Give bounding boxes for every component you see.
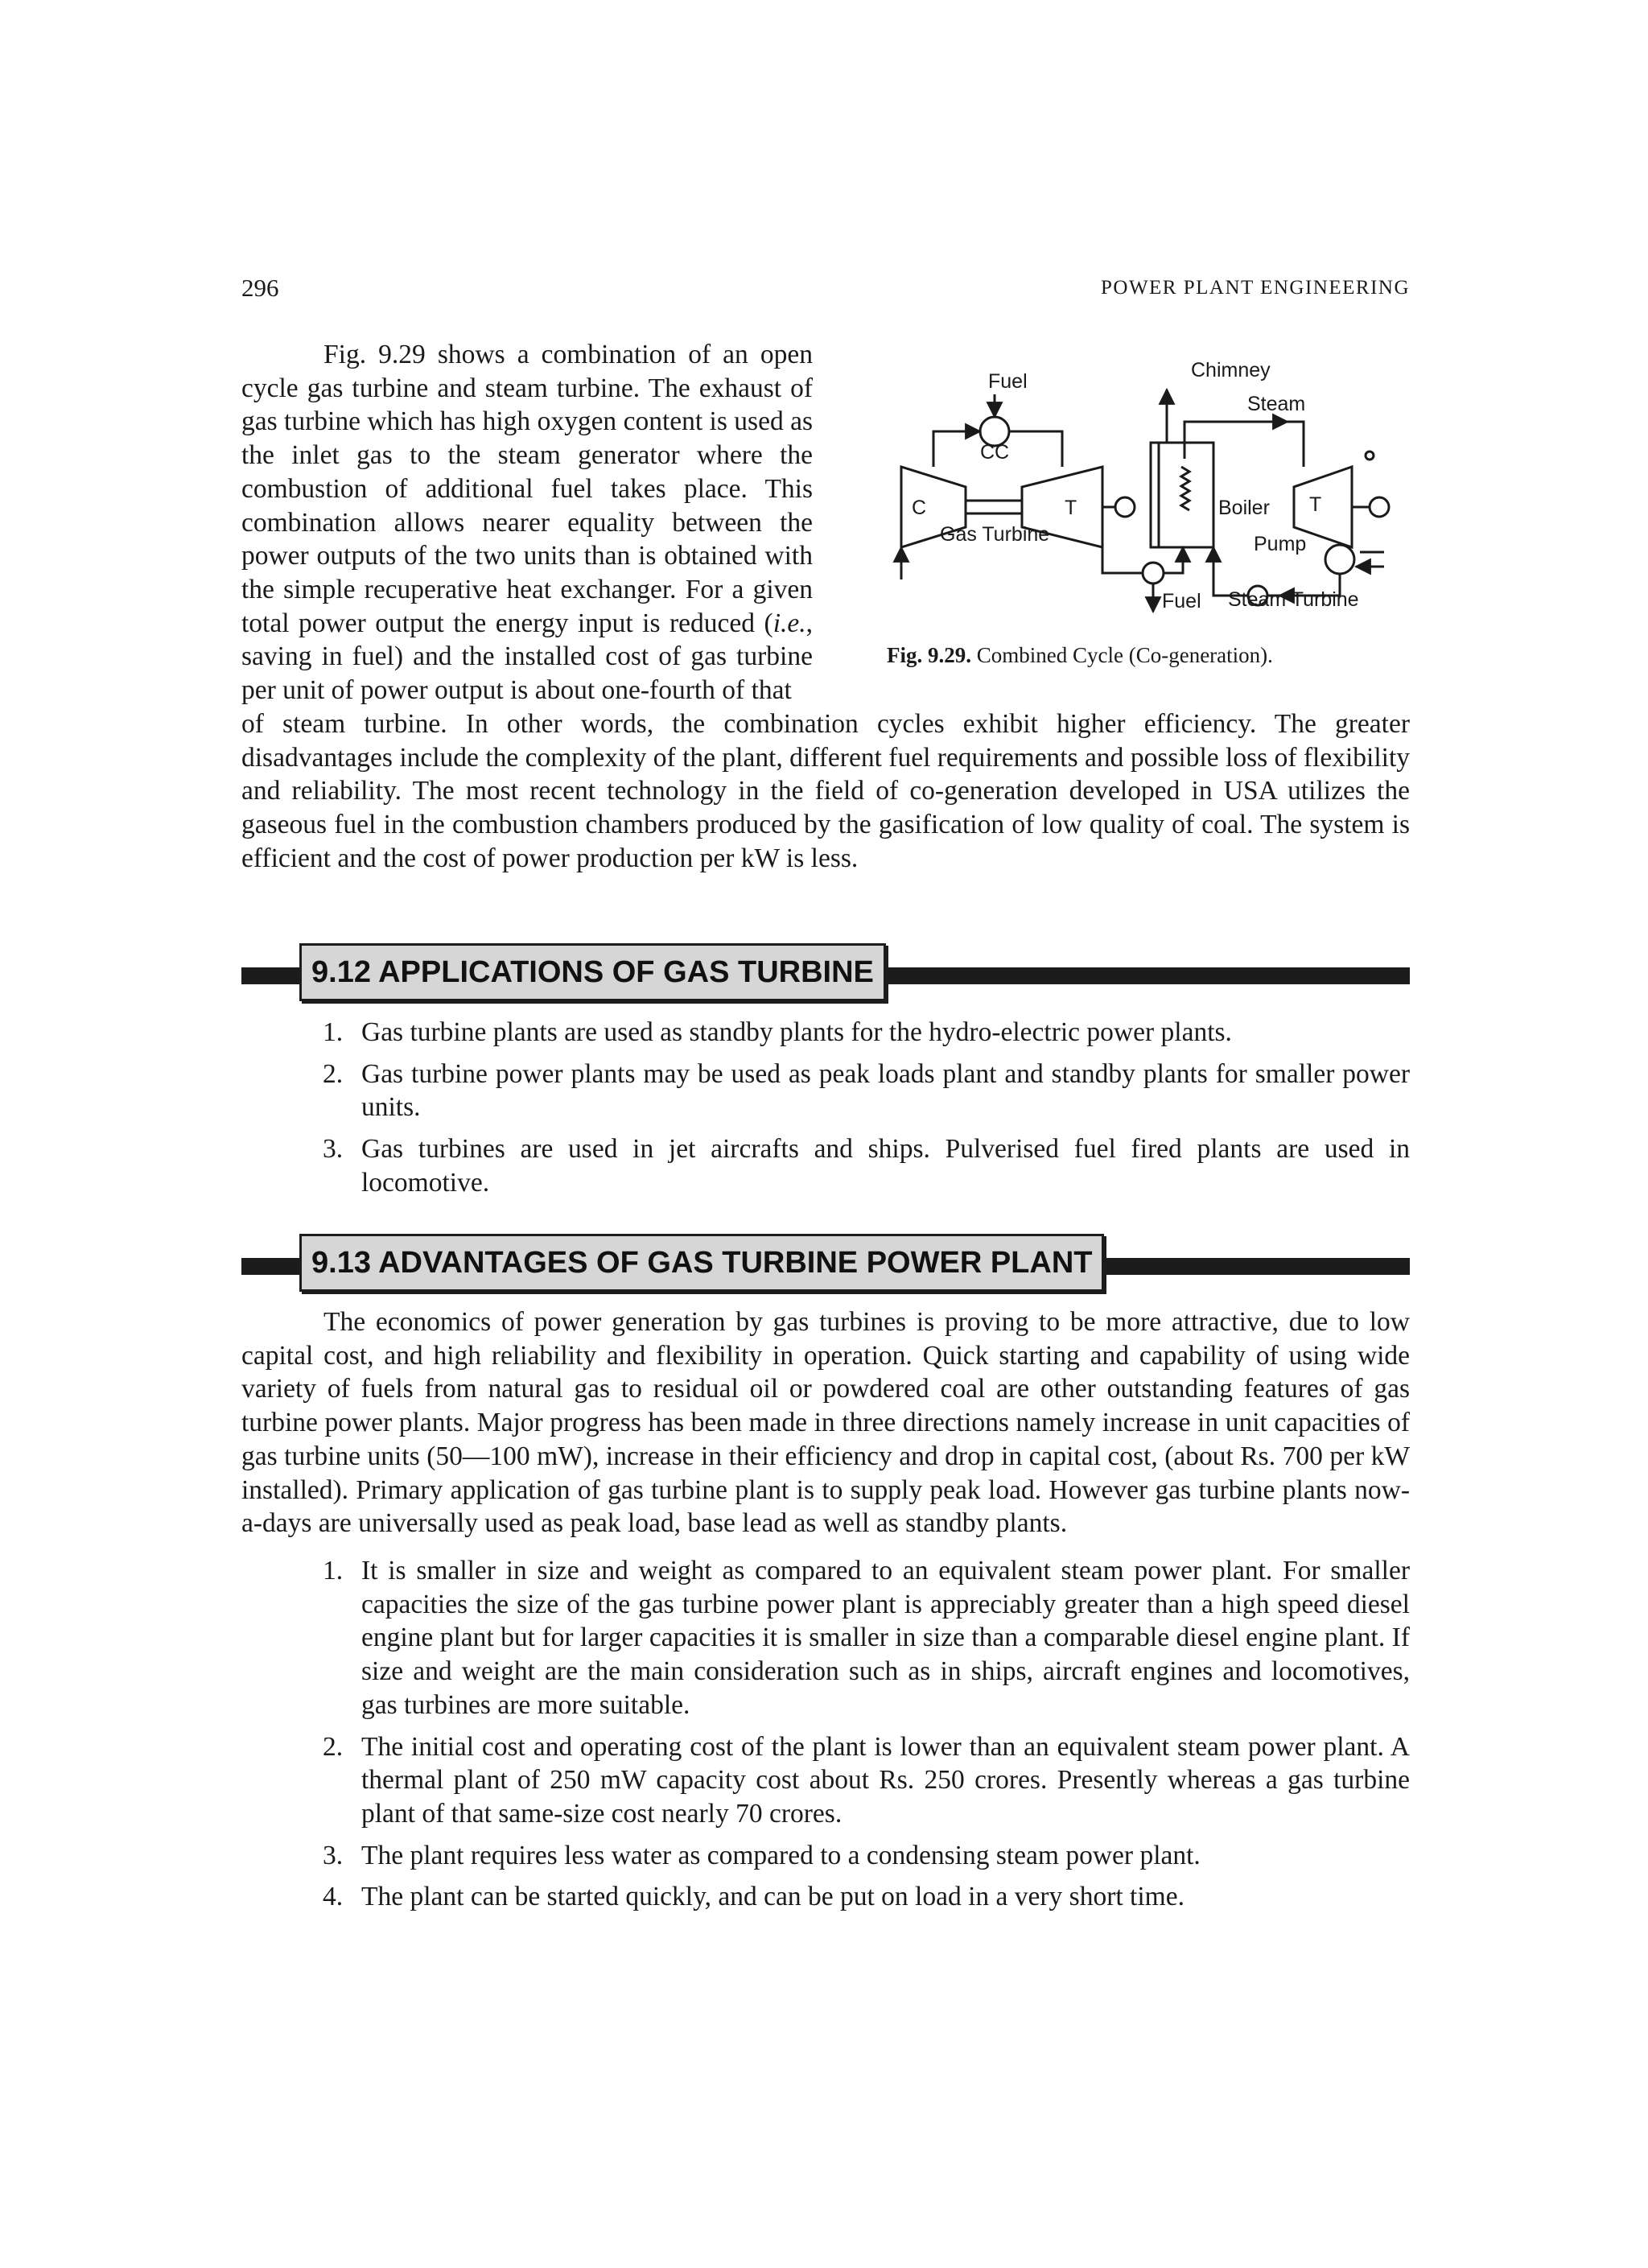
combined-cycle-diagram — [869, 346, 1416, 636]
label-fuel-top: Fuel — [988, 370, 1028, 393]
figure-combined-cycle — [869, 346, 1416, 684]
intro-text-post: , saving in fuel) and the installed cost of gas turbine per unit of power output is about one-fourth of that — [241, 608, 813, 706]
figure-caption — [887, 643, 1273, 668]
list-item: 1. Gas turbine plants are used as standby plants for the hydro-electric power plants. — [323, 1017, 1232, 1047]
page-header — [241, 274, 1410, 314]
intro-continued-paragraph: of steam turbine. In other words, the combination cycles exhibit higher efficiency. The greater disadvantages include the complexity of the plant, different fuel requirements and possible loss of flexibility and reliability. The most recent technology in the field of co-generation developed in USA utilizes the gaseous fuel in the combustion chambers produced by the gasification of low quality of coal. The system is efficient and the cost of power production per kW is less. — [241, 709, 1410, 873]
list-item: 2. Gas turbine power plants may be used as peak loads plant and standby plants for smaller power units. — [323, 1058, 1410, 1123]
label-chimney: Chimney — [1191, 359, 1271, 381]
label-boiler: Boiler — [1218, 497, 1270, 519]
list-item: 4. The plant can be started quickly, and can be put on load in a very short time. — [323, 1882, 1184, 1912]
section-heading-9-12 — [241, 943, 1410, 1003]
applications-list — [323, 1016, 1410, 1208]
label-fuel-bottom: Fuel — [1162, 590, 1201, 612]
list-item: 3. The plant requires less water as compared to a condensing steam power plant. — [323, 1840, 1201, 1870]
steam-generator-icon — [1370, 497, 1389, 517]
label-pump: Pump — [1254, 533, 1307, 555]
intro-paragraph — [241, 338, 813, 707]
label-gas-turbine-t: T — [1065, 497, 1077, 519]
generator-icon — [1115, 497, 1135, 517]
label-compressor: C — [912, 497, 927, 519]
section-heading-9-13 — [241, 1234, 1410, 1293]
list-item: 2. The initial cost and operating cost of the plant is lower than an equivalent steam power plant. A thermal plant of 250 mW capacity cost about Rs. 250 crores. Presently whereas a gas turbine plant of that same-size cost nearly 70 crores. — [323, 1731, 1410, 1829]
list-item: 3. Gas turbines are used in jet aircrafts and ships. Pulverised fuel fired plants are used in locomotive. — [323, 1134, 1410, 1198]
advantages-list — [323, 1554, 1410, 1922]
condenser-icon — [1325, 545, 1354, 574]
running-title: POWER PLANT ENGINEERING — [1100, 277, 1410, 299]
label-steam: Steam — [1247, 393, 1306, 415]
section-title-9-13: 9.13 ADVANTAGES OF GAS TURBINE POWER PLANT — [299, 1234, 1104, 1292]
label-steam-turbine-t: T — [1309, 493, 1322, 516]
page-number: 296 — [241, 274, 279, 302]
label-gas-turbine: Gas Turbine — [940, 523, 1050, 546]
boiler-coil — [1181, 467, 1189, 510]
fuel-pump-icon — [1143, 563, 1164, 583]
label-steam-turbine: Steam Turbine — [1228, 588, 1359, 611]
caption-label: Fig. 9.29. — [887, 643, 971, 667]
section-title-9-12: 9.12 APPLICATIONS OF GAS TURBINE — [299, 943, 886, 1001]
intro-text-pre: Fig. 9.29 shows a combination of an open cycle gas turbine and steam turbine. The exhaust of gas turbine which has high oxygen content is used as the inlet gas to the steam generator where the combustion of additional fuel takes place. This combination allows nearer equality between the power outputs of the two units than is obtained with the simple recuperative heat exchanger. For a given total power output the energy input is reduced ( — [241, 340, 813, 638]
label-cc: CC — [980, 441, 1010, 464]
intro-ie: i.e. — [772, 608, 806, 638]
list-item: 1. It is smaller in size and weight as compared to an equivalent steam power plant. For smaller capacities the size of the gas turbine power plant is appreciably greater than a high speed diesel engine plant but for larger capacities it is smaller in size than a comparable diesel engine plant. If size and weight are the main consideration such as in ships, aircraft engines and locomotives, gas turbines are more suitable. — [323, 1556, 1410, 1720]
caption-text: Combined Cycle (Co-generation). — [976, 643, 1273, 667]
advantages-intro-paragraph: The economics of power generation by gas turbines is proving to be more attractive, due to low capital cost, and high reliability and flexibility in operation. Quick starting and capability of using wide variety of fuels from natural gas to residual oil or powdered coal are other outstanding features of gas turbine power plants. Major progress has been made in three directions namely increase in unit capacities of gas turbine units (50—100 mW), increase in their efficiency and drop in capital cost, (about Rs. 700 per kW installed). Primary application of gas turbine plant is to supply peak load. However gas turbine plants now-a-days are universally used as peak load, base lead as well as standby plants. — [241, 1307, 1410, 1539]
